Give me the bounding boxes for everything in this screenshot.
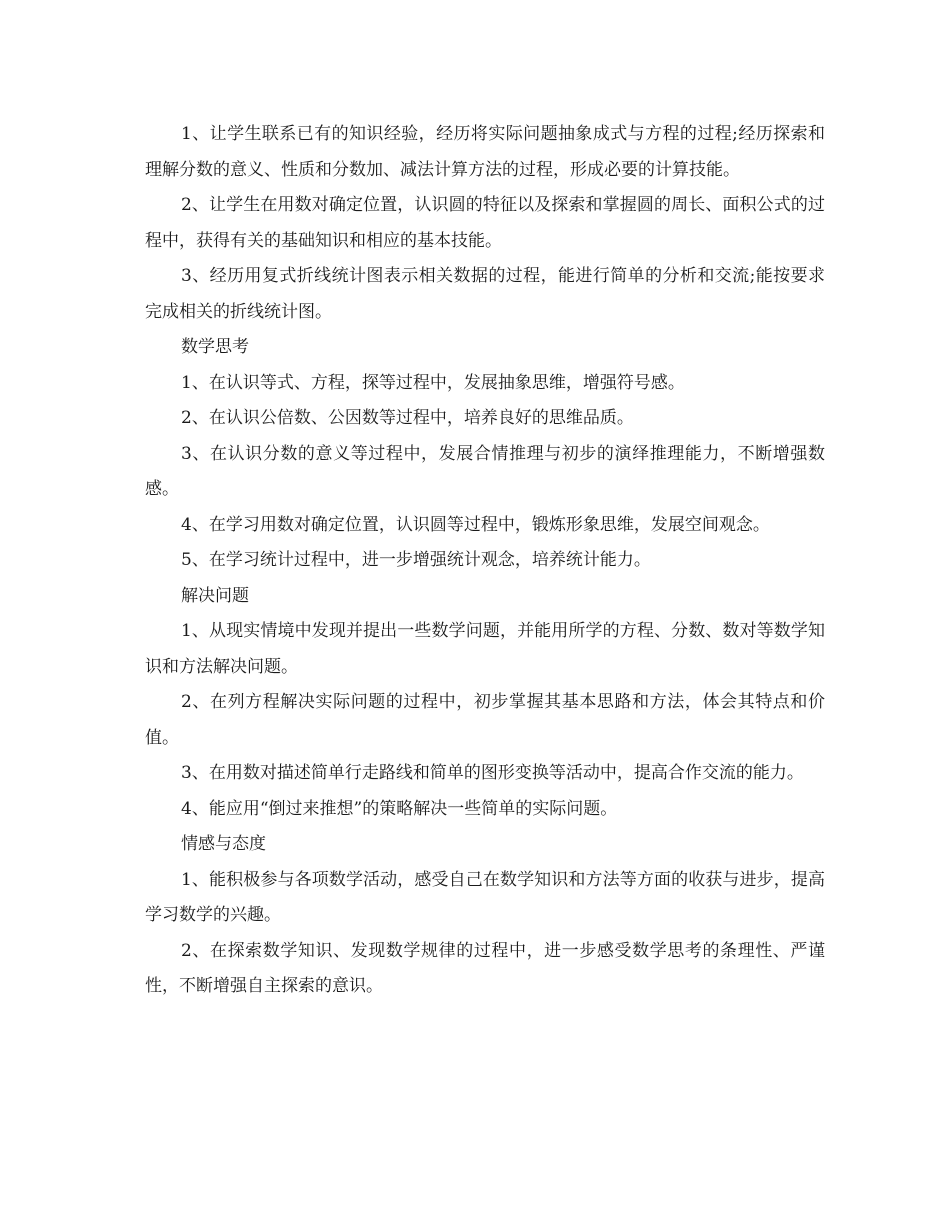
document-body bbox=[145, 117, 825, 1005]
paragraph-thinking-5: 5、在学习统计过程中，进一步增强统计观念，培养统计能力。 bbox=[181, 550, 651, 570]
paragraph-problem-3: 3、在用数对描述简单行走路线和简单的图形变换等活动中，提高合作交流的能力。 bbox=[181, 763, 804, 783]
paragraph-thinking-3: 3、在认识分数的意义等过程中，发展合情推理与初步的演绎推理能力，不断增强数感。 bbox=[145, 443, 825, 499]
paragraph-problem-1: 1、从现实情境中发现并提出一些数学问题，并能用所学的方程、分数、数对等数学知识和方法解决问题。 bbox=[145, 621, 825, 677]
paragraph-problem-2: 2、在列方程解决实际问题的过程中，初步掌握其基本思路和方法，体会其特点和价值。 bbox=[145, 692, 825, 748]
paragraph-thinking-1: 1、在认识等式、方程，探等过程中，发展抽象思维，增强符号感。 bbox=[181, 372, 685, 393]
paragraph-problem-4: 4、能应用“倒过来推想”的策略解决一些简单的实际问题。 bbox=[181, 798, 618, 819]
paragraph-knowledge-1: 1、让学生联系已有的知识经验，经历将实际问题抽象成式与方程的过程;经历探索和理解分数的意义、性质和分数加、减法计算方法的过程，形成必要的计算技能。 bbox=[145, 124, 825, 180]
section-heading-emotion-attitude: 情感与态度 bbox=[181, 834, 266, 854]
paragraph-emotion-1: 1、能积极参与各项数学活动，感受自己在数学知识和方法等方面的收获与进步，提高学习数学的兴趣。 bbox=[145, 869, 825, 925]
paragraph-emotion-2: 2、在探索数学知识、发现数学规律的过程中，进一步感受数学思考的条理性、严谨性，不断增强自主探索的意识。 bbox=[145, 940, 825, 996]
section-heading-problem-solving: 解决问题 bbox=[181, 585, 249, 606]
paragraph-knowledge-3: 3、经历用复式折线统计图表示相关数据的过程，能进行简单的分析和交流;能按要求完成相关的折线统计图。 bbox=[145, 266, 825, 322]
paragraph-thinking-2: 2、在认识公倍数、公因数等过程中，培养良好的思维品质。 bbox=[181, 408, 634, 428]
paragraph-knowledge-2: 2、让学生在用数对确定位置，认识圆的特征以及探索和掌握圆的周长、面积公式的过程中，获得有关的基础知识和相应的基本技能。 bbox=[145, 195, 825, 251]
section-heading-math-thinking: 数学思考 bbox=[181, 337, 249, 357]
paragraph-thinking-4: 4、在学习用数对确定位置，认识圆等过程中，锻炼形象思维，发展空间观念。 bbox=[181, 514, 770, 535]
